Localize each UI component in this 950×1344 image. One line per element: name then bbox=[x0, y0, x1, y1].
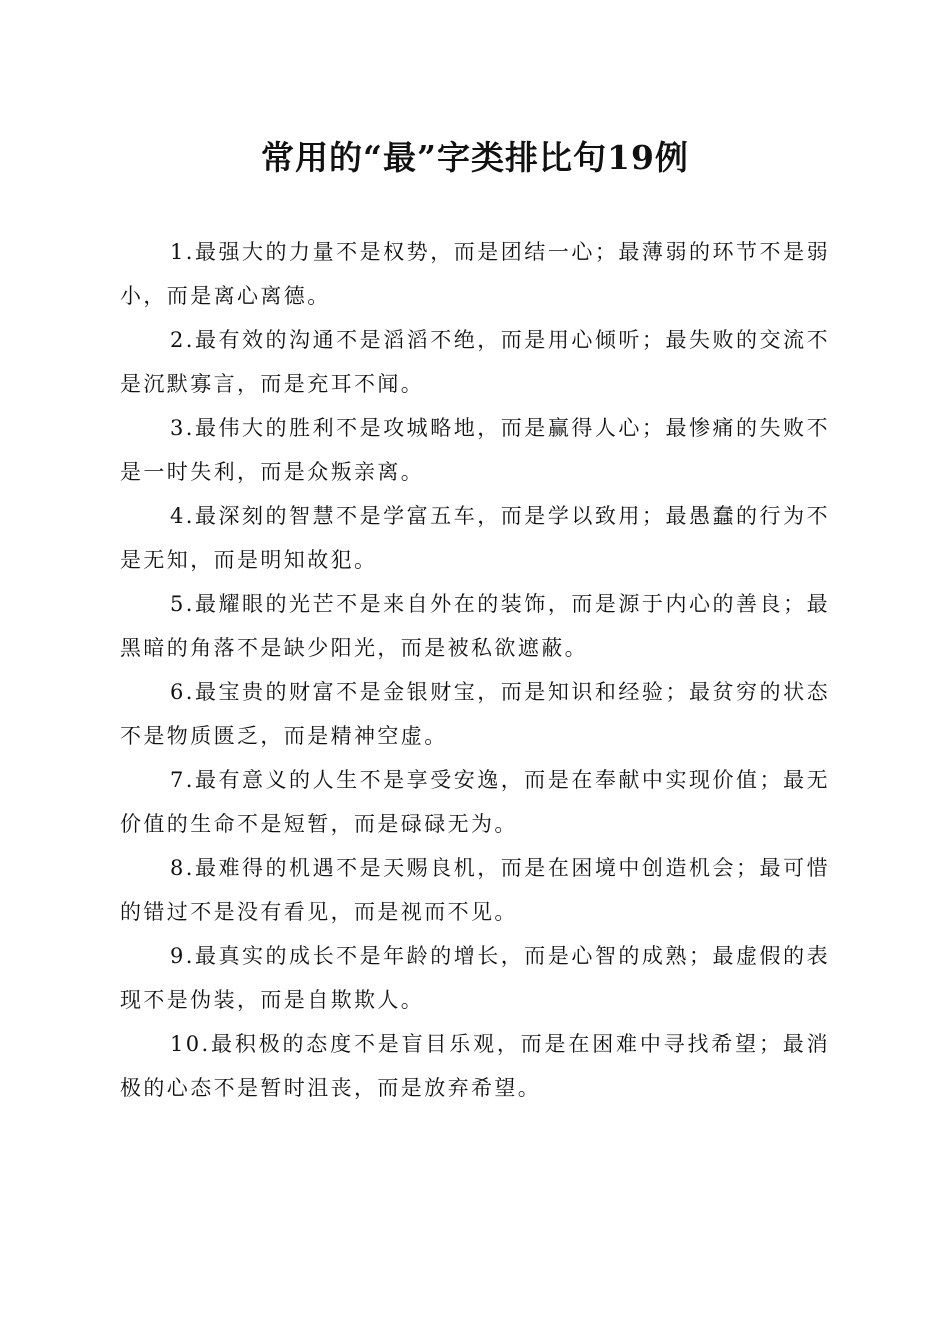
paragraph-2: 2.最有效的沟通不是滔滔不绝，而是用心倾听；最失败的交流不是沉默寡言，而是充耳不闻。 bbox=[120, 328, 830, 396]
paragraph-4: 4.最深刻的智慧不是学富五车，而是学以致用；最愚蠢的行为不是无知，而是明知故犯。 bbox=[120, 504, 830, 572]
paragraph-7: 7.最有意义的人生不是享受安逸，而是在奉献中实现价值；最无价值的生命不是短暂，而是碌碌无为。 bbox=[120, 768, 830, 836]
paragraph-3: 3.最伟大的胜利不是攻城略地，而是赢得人心；最惨痛的失败不是一时失利，而是众叛亲离。 bbox=[120, 416, 830, 484]
paragraph-5: 5.最耀眼的光芒不是来自外在的装饰，而是源于内心的善良；最黑暗的角落不是缺少阳光，而是被私欲遮蔽。 bbox=[120, 592, 830, 660]
page-title: 常用的“最”字类排比句19例 bbox=[261, 138, 689, 177]
document-body bbox=[120, 230, 830, 1110]
paragraph-9: 9.最真实的成长不是年龄的增长，而是心智的成熟；最虚假的表现不是伪装，而是自欺欺人。 bbox=[120, 944, 830, 1012]
paragraph-8: 8.最难得的机遇不是天赐良机，而是在困境中创造机会；最可惜的错过不是没有看见，而是视而不见。 bbox=[120, 856, 830, 924]
paragraph-1: 1.最强大的力量不是权势，而是团结一心；最薄弱的环节不是弱小，而是离心离德。 bbox=[120, 240, 830, 308]
paragraph-10: 10.最积极的态度不是盲目乐观，而是在困难中寻找希望；最消极的心态不是暂时沮丧，而是放弃希望。 bbox=[120, 1032, 830, 1100]
paragraph-6: 6.最宝贵的财富不是金银财宝，而是知识和经验；最贫穷的状态不是物质匮乏，而是精神空虚。 bbox=[120, 680, 830, 748]
